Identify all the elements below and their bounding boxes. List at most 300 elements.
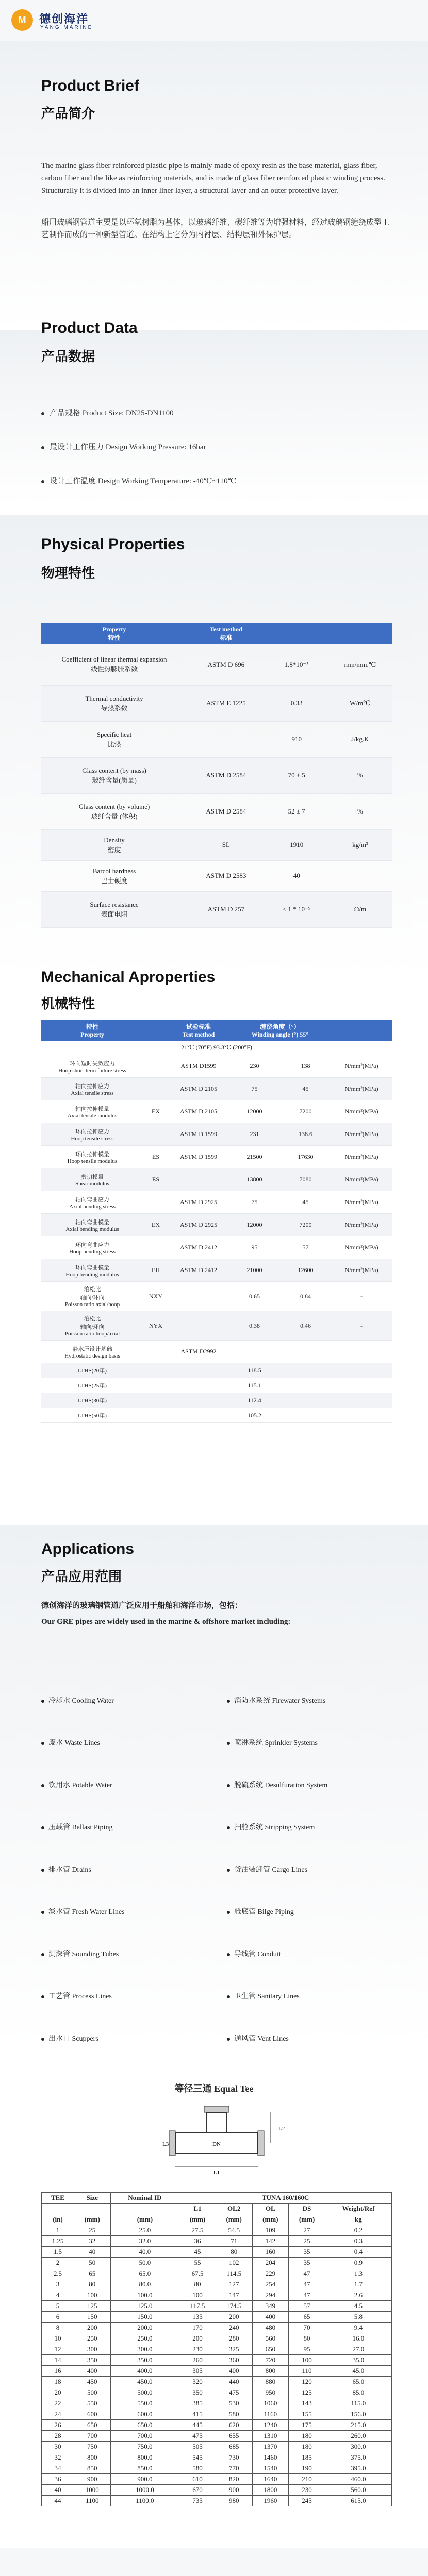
table-cell: 850.0 xyxy=(110,2463,179,2474)
table-cell: 300.0 xyxy=(110,2344,179,2355)
table-cell: 900.0 xyxy=(110,2474,179,2485)
table-row xyxy=(41,829,392,860)
table-cell: ASTM D 1599 xyxy=(168,1123,229,1146)
table-cell: 349 xyxy=(252,2301,289,2312)
table-cell: 210 xyxy=(289,2474,325,2485)
table-cell: 34 xyxy=(42,2463,74,2474)
table-row xyxy=(42,2463,392,2474)
table-cell: NYX xyxy=(143,1311,168,1341)
table-cell: ES xyxy=(143,1168,168,1191)
table-cell: 55 xyxy=(179,2258,216,2268)
table-cell: 25.0 xyxy=(110,2225,179,2236)
table-cell: 230 xyxy=(289,2485,325,2496)
table-cell: 180 xyxy=(289,2431,325,2442)
table-row xyxy=(41,1214,392,1236)
table-cell: 395.0 xyxy=(325,2463,391,2474)
table-cell: 910 xyxy=(265,721,328,757)
col-header: Nominal ID xyxy=(110,2193,179,2204)
table-subheader-row xyxy=(41,1041,392,1055)
table-cell: 400.0 xyxy=(110,2366,179,2377)
table-row xyxy=(42,2420,392,2431)
table-cell: 800.0 xyxy=(110,2452,179,2463)
tee-branch xyxy=(206,2112,227,2133)
table-row xyxy=(41,1408,392,1423)
table-cell: 102 xyxy=(216,2258,252,2268)
table-row xyxy=(42,2474,392,2485)
col-header: (mm) xyxy=(74,2214,110,2225)
table-cell: 180 xyxy=(289,2442,325,2452)
table-row xyxy=(41,1311,392,1341)
table-cell: 230 xyxy=(179,2344,216,2355)
table-row xyxy=(41,793,392,829)
table-cell: 143 xyxy=(289,2398,325,2409)
table-cell: 200 xyxy=(216,2312,252,2323)
table-cell: Barcol hardness 巴士硬度 xyxy=(41,860,187,891)
table-cell: ASTM D 696 xyxy=(187,644,265,685)
table-cell: 138.6 xyxy=(280,1123,331,1146)
table-row xyxy=(42,2279,392,2290)
table-cell: 160 xyxy=(252,2247,289,2258)
table-cell: 75 xyxy=(229,1191,280,1214)
table-row xyxy=(42,2290,392,2301)
table-row xyxy=(42,2366,392,2377)
table-cell: 505 xyxy=(179,2442,216,2452)
table-cell: 8 xyxy=(42,2323,74,2333)
table-cell xyxy=(280,1363,331,1378)
footer-bar xyxy=(0,2548,428,2576)
table-row xyxy=(42,2398,392,2409)
table-cell: 32.0 xyxy=(110,2236,179,2247)
brief-para-cn: 船用玻璃钢管道主要是以环氧树脂为基体，以玻璃纤维、碳纤维等为增强材料，经过玻璃钢缠绕成型工艺制作而成的一种新型管道。在结构上它分为内衬层、结构层和外保护层。 xyxy=(41,218,390,239)
table-cell: 105.2 xyxy=(229,1408,280,1423)
table-cell: 环向弯曲模量 Hoop bending modulus xyxy=(41,1259,143,1282)
col-header xyxy=(265,623,328,644)
brand-name-cn: 德创海洋 xyxy=(39,12,89,25)
table-cell: 45 xyxy=(280,1191,331,1214)
table-cell: 65.0 xyxy=(110,2268,179,2279)
table-row xyxy=(41,1378,392,1393)
table-cell: 150.0 xyxy=(110,2312,179,2323)
table-cell: 300.0 xyxy=(325,2442,391,2452)
table-row xyxy=(41,721,392,757)
table-cell: 70 ± 5 xyxy=(265,757,328,793)
application-item: 出水口 Scuppers xyxy=(41,2033,98,2043)
table-cell: 12 xyxy=(42,2344,74,2355)
table-cell: 35 xyxy=(289,2247,325,2258)
table-cell: 1240 xyxy=(252,2420,289,2431)
table-cell: 138 xyxy=(280,1055,331,1078)
table-cell: 200 xyxy=(179,2333,216,2344)
application-item: 通风管 Vent Lines xyxy=(227,2033,289,2043)
application-item: 扫舱系统 Stripping System xyxy=(227,1822,315,1832)
table-cell: 10 xyxy=(42,2333,74,2344)
table-cell: 80 xyxy=(179,2279,216,2290)
application-item: 舱底管 Bilge Piping xyxy=(227,1906,294,1917)
logo-letter: M xyxy=(18,14,26,25)
table-cell: 415 xyxy=(179,2409,216,2420)
table-cell: 环向拉伸模量 Hoop tensile modulus xyxy=(41,1146,143,1168)
table-cell: 110 xyxy=(289,2366,325,2377)
table-row xyxy=(41,1078,392,1100)
table-cell: EX xyxy=(143,1214,168,1236)
col-header xyxy=(328,623,392,644)
table-cell: 530 xyxy=(216,2398,252,2409)
table-cell: 44 xyxy=(42,2496,74,2506)
table-cell: 27.5 xyxy=(179,2225,216,2236)
table-cell: 0.46 xyxy=(280,1311,331,1341)
table-cell: 1910 xyxy=(265,829,328,860)
table-cell: N/mm²(MPa) xyxy=(331,1100,392,1123)
table-cell: 1.3 xyxy=(325,2268,391,2279)
table-cell: 100 xyxy=(179,2290,216,2301)
application-item: 导线管 Conduit xyxy=(227,1948,281,1959)
tee-title: 等径三通 Equal Tee xyxy=(174,2083,254,2094)
table-cell: 52 ± 7 xyxy=(265,793,328,829)
table-cell: 400 xyxy=(252,2312,289,2323)
table-cell: 156.0 xyxy=(325,2409,391,2420)
table-cell: 770 xyxy=(216,2463,252,2474)
mechanical-title-cn: 机械特性 xyxy=(41,996,95,1011)
col-header: TEE xyxy=(42,2193,74,2204)
table-cell: Coefficient of linear thermal expansion 线性热膨胀系数 xyxy=(41,644,187,685)
brief-title-en: Product Brief xyxy=(41,77,140,94)
table-cell: Density 密度 xyxy=(41,829,187,860)
tee-end-left xyxy=(169,2131,175,2156)
table-cell: 294 xyxy=(252,2290,289,2301)
table-cell: 125.0 xyxy=(110,2301,179,2312)
physical-title-en: Physical Properties xyxy=(41,536,185,553)
table-cell xyxy=(331,1408,392,1423)
table-header-row xyxy=(41,1020,392,1041)
table-row xyxy=(41,860,392,891)
table-cell: 13800 xyxy=(229,1168,280,1191)
table-row xyxy=(42,2431,392,2442)
table-cell: 260.0 xyxy=(325,2431,391,2442)
col-header: DS xyxy=(289,2204,325,2214)
table-row xyxy=(41,1146,392,1168)
table-cell xyxy=(331,1378,392,1393)
table-cell: 环向短时失效应力 Hoop short-term failure stress xyxy=(41,1055,143,1078)
table-cell: 650 xyxy=(74,2420,110,2431)
table-cell: 385 xyxy=(179,2398,216,2409)
table-cell: 25 xyxy=(289,2236,325,2247)
application-item: 压载管 Ballast Piping xyxy=(41,1822,112,1832)
table-cell: < 1 * 10⁻⁹ xyxy=(265,891,328,927)
table-cell: ASTM D 2925 xyxy=(168,1191,229,1214)
table-cell: 475 xyxy=(216,2387,252,2398)
table-row xyxy=(42,2387,392,2398)
table-cell: 1640 xyxy=(252,2474,289,2485)
table-cell: 120 xyxy=(289,2377,325,2387)
table-row xyxy=(42,2301,392,2312)
table-cell: 730 xyxy=(216,2452,252,2463)
table-cell: 14 xyxy=(42,2355,74,2366)
table-cell: 泊松比 轴向/环向 Poisson ratio hoop/axial xyxy=(41,1311,143,1341)
table-cell: 440 xyxy=(216,2377,252,2387)
table-cell: N/mm²(MPa) xyxy=(331,1168,392,1191)
table-cell: ASTM D 2412 xyxy=(168,1236,229,1259)
table-cell: 170 xyxy=(179,2323,216,2333)
col-header: 试验标准 Test method xyxy=(168,1020,229,1041)
table-cell: 40 xyxy=(42,2485,74,2496)
table-cell: 550.0 xyxy=(110,2398,179,2409)
dimension-label-dn: DN xyxy=(212,2141,221,2147)
table-cell: 127 xyxy=(216,2279,252,2290)
table-row xyxy=(41,1168,392,1191)
table-cell xyxy=(143,1191,168,1214)
table-cell: Specific heat 比热 xyxy=(41,721,187,757)
table-cell xyxy=(331,1393,392,1408)
data-item: 设计工作温度 Design Working Temperature: -40℃~110℃ xyxy=(41,475,236,486)
table-cell: 45.0 xyxy=(325,2366,391,2377)
table-cell: 80 xyxy=(74,2279,110,2290)
table-cell: ASTM D 2105 xyxy=(168,1078,229,1100)
table-cell: 150 xyxy=(74,2312,110,2323)
table-cell: 450 xyxy=(74,2377,110,2387)
col-header: (mm) xyxy=(110,2214,179,2225)
table-cell: 650.0 xyxy=(110,2420,179,2431)
col-header: Weight/Ref xyxy=(325,2204,391,2214)
table-cell: 80.0 xyxy=(110,2279,179,2290)
table-cell: 2 xyxy=(42,2258,74,2268)
table-row xyxy=(41,1341,392,1363)
table-cell: - xyxy=(331,1282,392,1311)
table-cell: Thermal conductivity 导热系数 xyxy=(41,685,187,721)
table-cell: 6 xyxy=(42,2312,74,2323)
table-cell: % xyxy=(328,757,392,793)
table-row xyxy=(41,1363,392,1378)
application-item: 货油装卸管 Cargo Lines xyxy=(227,1864,307,1874)
table-row xyxy=(42,2409,392,2420)
table-cell: kg/m³ xyxy=(328,829,392,860)
table-cell: 47 xyxy=(289,2279,325,2290)
table-cell: 环向拉伸应力 Hoop tensile stress xyxy=(41,1123,143,1146)
table-row xyxy=(42,2355,392,2366)
table-cell: 305 xyxy=(179,2366,216,2377)
table-cell: 4 xyxy=(42,2290,74,2301)
table-row xyxy=(42,2333,392,2344)
table-cell: 54.5 xyxy=(216,2225,252,2236)
table-row xyxy=(42,2268,392,2279)
application-item: 冷却水 Cooling Water xyxy=(41,1695,114,1705)
applications-intro-cn: 德创海洋的玻璃钢管道广泛应用于船舶和海洋市场，包括： xyxy=(41,1601,243,1610)
table-cell: 0.2 xyxy=(325,2225,391,2236)
table-row xyxy=(42,2236,392,2247)
table-cell: 剪切模量 Shear modulus xyxy=(41,1168,143,1191)
table-cell: 65.0 xyxy=(325,2377,391,2387)
table-cell xyxy=(280,1393,331,1408)
table-cell: 100 xyxy=(289,2355,325,2366)
table-cell: Ω/m xyxy=(328,891,392,927)
applications-intro-en: Our GRE pipes are widely used in the marine & offshore market including: xyxy=(41,1618,291,1626)
table-cell: 750 xyxy=(74,2442,110,2452)
table-cell: 0.65 xyxy=(229,1282,280,1311)
table-cell: ASTM E 1225 xyxy=(187,685,265,721)
table-cell: 16 xyxy=(42,2366,74,2377)
table-cell: 1460 xyxy=(252,2452,289,2463)
table-row xyxy=(41,1259,392,1282)
table-cell: 5 xyxy=(42,2301,74,2312)
table-cell: 254 xyxy=(252,2279,289,2290)
table-cell: 0.9 xyxy=(325,2258,391,2268)
table-cell: N/mm²(MPa) xyxy=(331,1236,392,1259)
brief-title-cn: 产品简介 xyxy=(41,106,95,121)
table-cell: 47 xyxy=(289,2290,325,2301)
table-cell: 27.0 xyxy=(325,2344,391,2355)
table-cell: J/kg.K xyxy=(328,721,392,757)
table-cell: 0.3 xyxy=(325,2236,391,2247)
table-cell: 117.5 xyxy=(179,2301,216,2312)
table-cell xyxy=(143,1363,168,1378)
table-cell xyxy=(187,721,265,757)
table-cell: 500.0 xyxy=(110,2387,179,2398)
table-cell: 460.0 xyxy=(325,2474,391,2485)
table-cell: 7080 xyxy=(280,1168,331,1191)
table-row xyxy=(42,2377,392,2387)
col-header: L1 xyxy=(179,2204,216,2214)
table-cell: 325 xyxy=(216,2344,252,2355)
table-cell: 静水压设计基础 Hydrostatic design basis xyxy=(41,1341,143,1363)
table-cell: 24 xyxy=(42,2409,74,2420)
table-cell: 245 xyxy=(289,2496,325,2506)
table-cell: LTHS(50年) xyxy=(41,1408,143,1423)
table-cell: 36 xyxy=(42,2474,74,2485)
table-cell: 50 xyxy=(74,2258,110,2268)
table-cell: 30 xyxy=(42,2442,74,2452)
table-cell: 475 xyxy=(179,2431,216,2442)
table-cell: 175 xyxy=(289,2420,325,2431)
table-cell: 230 xyxy=(229,1055,280,1078)
table-cell xyxy=(143,1123,168,1146)
table-cell: 7200 xyxy=(280,1214,331,1236)
table-cell: 850 xyxy=(74,2463,110,2474)
table-cell: 980 xyxy=(216,2496,252,2506)
table-cell: 550 xyxy=(74,2398,110,2409)
tee-table xyxy=(41,2192,392,2506)
table-cell xyxy=(168,1393,229,1408)
table-cell: 1160 xyxy=(252,2409,289,2420)
table-cell: 1.5 xyxy=(42,2247,74,2258)
table-row xyxy=(41,757,392,793)
col-header: (in) xyxy=(42,2214,74,2225)
table-cell: 580 xyxy=(216,2409,252,2420)
table-row xyxy=(42,2247,392,2258)
col-header: kg xyxy=(325,2214,391,2225)
table-cell: 轴向拉伸应力 Axial tensile stress xyxy=(41,1078,143,1100)
table-cell: 0.84 xyxy=(280,1282,331,1311)
table-row xyxy=(42,2496,392,2506)
col-header: Property 特性 xyxy=(41,623,187,644)
table-cell: 204 xyxy=(252,2258,289,2268)
table-cell: 600 xyxy=(74,2409,110,2420)
table-cell: ASTM D1599 xyxy=(168,1055,229,1078)
table-cell: 185 xyxy=(289,2452,325,2463)
table-cell: 215.0 xyxy=(325,2420,391,2431)
table-cell: 21500 xyxy=(229,1146,280,1168)
table-cell: 950 xyxy=(252,2387,289,2398)
table-cell xyxy=(168,1168,229,1191)
application-item: 废水 Waste Lines xyxy=(41,1737,100,1748)
table-cell: % xyxy=(328,793,392,829)
application-item: 脱硫系统 Desulfuration System xyxy=(227,1780,327,1790)
table-cell: 320 xyxy=(179,2377,216,2387)
table-cell: 200.0 xyxy=(110,2323,179,2333)
table-cell: 57 xyxy=(289,2301,325,2312)
table-cell: 1800 xyxy=(252,2485,289,2496)
table-row xyxy=(41,1055,392,1078)
application-item: 喷淋系统 Sprinkler Systems xyxy=(227,1737,318,1748)
table-row xyxy=(42,2442,392,2452)
brief-para-en: The marine glass fiber reinforced plastic pipe is mainly made of epoxy resin as the base material, glass fiber, carbon fiber and the like as reinforcing materials, and is made of glass fiber reinforced plastic winding process. Structurally it is divided into an inner liner layer, a structural layer and an outer protective layer. xyxy=(41,162,385,195)
table-row xyxy=(41,1123,392,1146)
table-header-row xyxy=(41,623,392,644)
table-cell: 125 xyxy=(74,2301,110,2312)
table-cell: 35 xyxy=(289,2258,325,2268)
table-cell: 900 xyxy=(216,2485,252,2496)
table-cell: ASTM D 2584 xyxy=(187,757,265,793)
table-cell: 32 xyxy=(74,2236,110,2247)
table-cell: 450.0 xyxy=(110,2377,179,2387)
table-cell: 350 xyxy=(179,2387,216,2398)
table-cell: N/mm²(MPa) xyxy=(331,1214,392,1236)
table-row xyxy=(42,2225,392,2236)
application-item: 卫生管 Sanitary Lines xyxy=(227,1991,300,2001)
table-cell: ASTM D 2412 xyxy=(168,1259,229,1282)
table-cell: 900 xyxy=(74,2474,110,2485)
table-header-row xyxy=(42,2193,392,2204)
table-cell: 71 xyxy=(216,2236,252,2247)
table-cell: 685 xyxy=(216,2442,252,2452)
table-cell: 1100 xyxy=(74,2496,110,2506)
table-cell: 40.0 xyxy=(110,2247,179,2258)
table-cell: 12000 xyxy=(229,1214,280,1236)
table-cell: 36 xyxy=(179,2236,216,2247)
table-cell: 32 xyxy=(42,2452,74,2463)
table-cell xyxy=(143,1341,168,1363)
table-cell: Surface resistance 表面电阻 xyxy=(41,891,187,927)
table-cell: 50.0 xyxy=(110,2258,179,2268)
table-cell: N/mm²(MPa) xyxy=(331,1078,392,1100)
table-cell: 16.0 xyxy=(325,2333,391,2344)
table-row xyxy=(42,2344,392,2355)
table-row xyxy=(41,1282,392,1311)
table-cell: 700.0 xyxy=(110,2431,179,2442)
table-cell: 7200 xyxy=(280,1100,331,1123)
data-title-en: Product Data xyxy=(41,319,138,336)
table-cell xyxy=(280,1408,331,1423)
application-item: 排水管 Drains xyxy=(41,1864,91,1874)
table-cell xyxy=(168,1408,229,1423)
col-header: OL2 xyxy=(216,2204,252,2214)
table-cell: 190 xyxy=(289,2463,325,2474)
table-cell: 21000 xyxy=(229,1259,280,1282)
table-cell: 610 xyxy=(179,2474,216,2485)
col-header xyxy=(74,2204,110,2214)
table-cell: 4.5 xyxy=(325,2301,391,2312)
table-row xyxy=(41,1100,392,1123)
table-cell: 1.8*10⁻⁵ xyxy=(265,644,328,685)
tee-end-right xyxy=(258,2131,264,2156)
table-cell: 100.0 xyxy=(110,2290,179,2301)
table-cell: 17630 xyxy=(280,1146,331,1168)
table-cell: 1960 xyxy=(252,2496,289,2506)
table-cell: 125 xyxy=(289,2387,325,2398)
physical-title-cn: 物理特性 xyxy=(41,565,95,581)
table-cell: 250 xyxy=(74,2333,110,2344)
table-cell: ASTM D 257 xyxy=(187,891,265,927)
table-cell xyxy=(168,1378,229,1393)
table-cell: 9.4 xyxy=(325,2323,391,2333)
